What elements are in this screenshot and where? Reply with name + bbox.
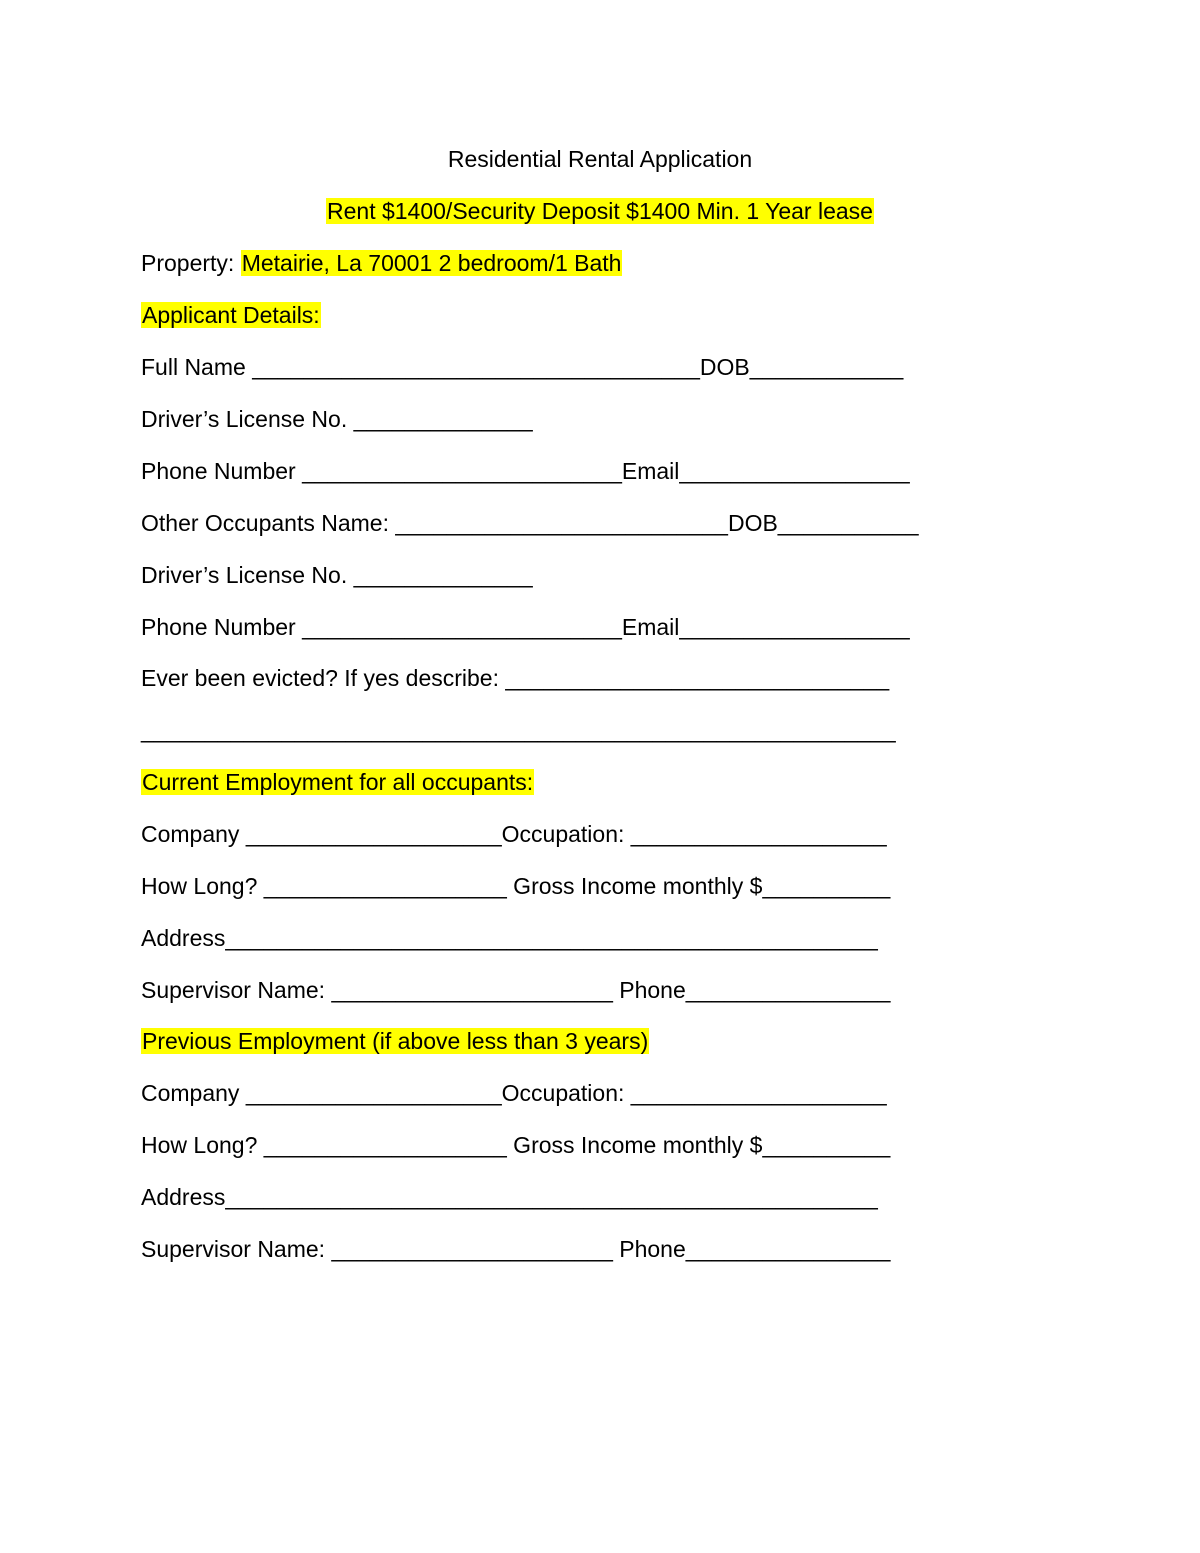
evicted-field[interactable]: Ever been evicted? If yes describe: ______________________________ xyxy=(141,665,890,691)
current-supervisor-phone-field[interactable]: Supervisor Name: ______________________ Phone________________ xyxy=(141,977,891,1003)
property-label: Property: xyxy=(141,250,241,276)
rent-terms-line xyxy=(0,195,1200,227)
previous-company-occupation-field[interactable]: Company ____________________Occupation: ____________________ xyxy=(141,1080,887,1106)
drivers-license-field-2[interactable]: Driver’s License No. ______________ xyxy=(141,562,533,588)
current-company-occupation-field[interactable]: Company ____________________Occupation: ____________________ xyxy=(141,821,887,847)
applicant-heading: Applicant Details: xyxy=(142,302,320,328)
property-line xyxy=(141,247,622,279)
phone-email-field-2[interactable]: Phone Number _________________________Email__________________ xyxy=(141,614,910,640)
current-employment-heading-line xyxy=(141,766,534,798)
applicant-heading-line xyxy=(141,299,321,331)
previous-address-field[interactable]: Address___________________________________________________ xyxy=(141,1184,878,1210)
other-occupants-field[interactable]: Other Occupants Name: __________________________DOB___________ xyxy=(141,510,919,536)
previous-supervisor-phone-field[interactable]: Supervisor Name: ______________________ Phone________________ xyxy=(141,1236,891,1262)
property-value: Metairie, La 70001 2 bedroom/1 Bath xyxy=(241,250,622,276)
current-employment-heading: Current Employment for all occupants: xyxy=(142,769,534,795)
previous-employment-heading-line xyxy=(141,1025,649,1057)
rent-terms-highlight: Rent $1400/Security Deposit $1400 Min. 1 Year lease xyxy=(327,198,873,224)
full-name-dob-field[interactable]: Full Name ___________________________________DOB____________ xyxy=(141,354,904,380)
current-address-field[interactable]: Address___________________________________________________ xyxy=(141,925,878,951)
document-title: Residential Rental Application xyxy=(447,146,753,172)
phone-email-field-1[interactable]: Phone Number _________________________Email__________________ xyxy=(141,458,910,484)
drivers-license-field-1[interactable]: Driver’s License No. ______________ xyxy=(141,406,533,432)
previous-employment-heading: Previous Employment (if above less than 3 years) xyxy=(142,1028,649,1054)
previous-how-long-income-field[interactable]: How Long? ___________________ Gross Income monthly $__________ xyxy=(141,1132,891,1158)
current-how-long-income-field[interactable]: How Long? ___________________ Gross Income monthly $__________ xyxy=(141,873,891,899)
evicted-continued-field[interactable]: ___________________________________________________________ xyxy=(141,717,896,743)
